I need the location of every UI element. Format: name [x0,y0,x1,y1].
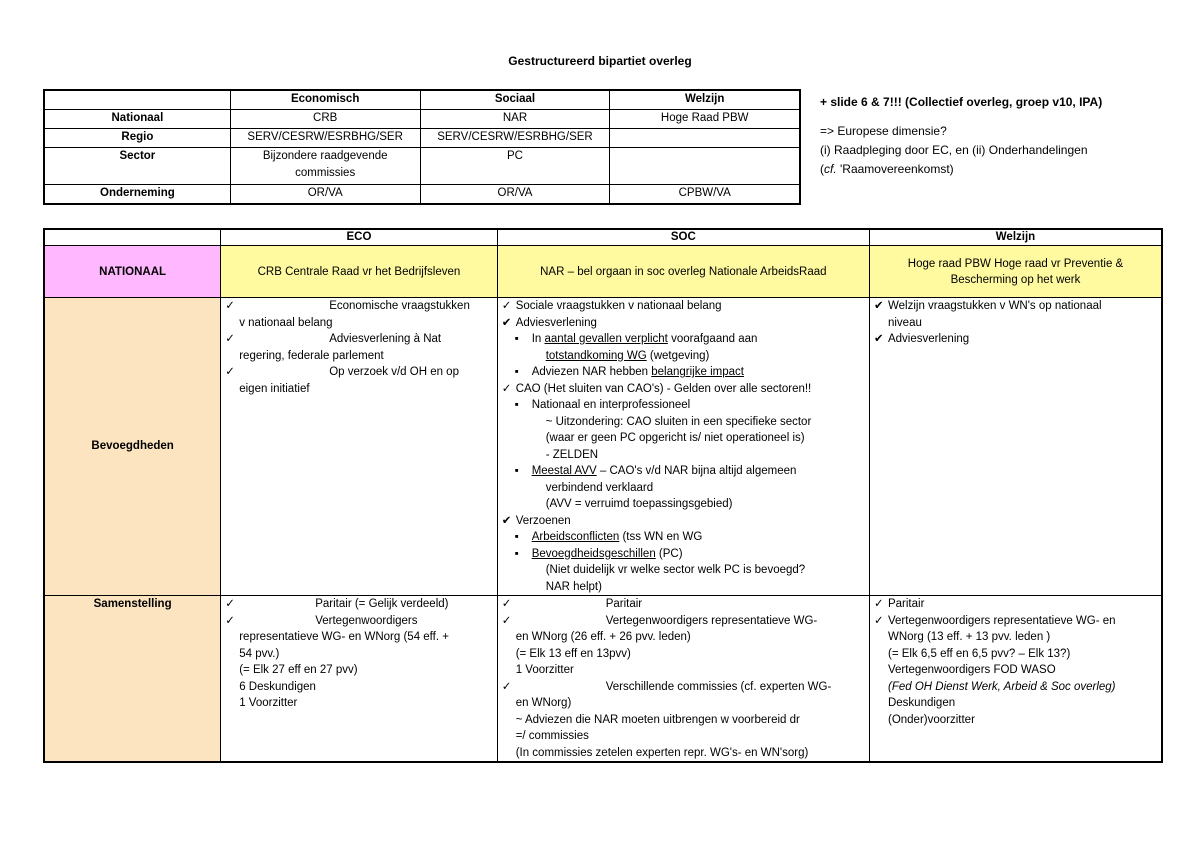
cell-line: ~ Adviezen die NAR moeten uitbrengen w voorbereid dr [515,713,800,726]
row-label: Regio [44,129,230,148]
row-label: Bevoegdheden [44,298,221,596]
table-row [44,129,800,148]
table-cell [869,596,1162,763]
note-line: (i) Raadpleging door EC, en (ii) Onderhandelingen [820,143,1088,157]
cell-line: en WNorg) [515,697,572,709]
cell-line: (waar er geen PC opgericht is/ niet operationeel is) [545,432,805,444]
cell-line: verbindend verklaard [545,481,654,494]
cell-text: Adviezen NAR hebben [531,366,652,378]
row-label: Samenstelling [44,596,221,763]
cell-line: Verzoenen [515,514,571,527]
checkmark-icon: ✓ [225,598,235,610]
checkmark-icon: ✓ [225,614,235,627]
bullet-icon: ▪ [514,333,519,345]
table-cell: PC [420,148,610,185]
cell-line: Adviesverlening à Nat [329,333,442,345]
cell-line: (Fed OH Dienst Werk, Arbeid & Soc overleg) [887,680,1116,693]
table-cell: SERV/CESRW/ESRBHG/SER [420,129,610,148]
detail-table [43,228,1163,763]
table-cell [221,246,497,298]
checkmark-icon: ✔ [873,333,884,345]
table-header-cell [44,229,221,246]
table-cell: OR/VA [230,185,420,205]
cell-line: niveau [887,316,922,329]
cell-line: Paritair [605,598,643,610]
bullet-icon: ▪ [514,399,519,411]
table-cell [497,596,869,763]
cell-text: aantal gevallen verplicht [544,333,668,345]
table-cell [221,596,497,763]
cell-line: Nationale ArbeidsRaad [708,265,827,278]
cell-text: Arbeidsconflicten [531,531,620,543]
cell-line: Paritair [887,598,925,610]
cell-text: Bevoegdheidsgeschillen [531,547,656,560]
samenstelling-row [44,596,1162,763]
cell-line: - ZELDEN [545,448,599,461]
cell-line: Vertegenwoordigers [315,614,418,627]
cell-text: (PC) [655,547,683,560]
checkmark-icon: ✓ [501,598,512,610]
checkmark-icon: ✓ [225,300,235,312]
checkmark-icon: ✓ [501,300,512,312]
cell-line: =/ commissies [515,730,589,742]
table-cell [869,246,1162,298]
cell-line: (= Elk 27 eff en 27 pvv) [239,664,358,676]
row-label: NATIONAAL [44,246,221,298]
table-row [44,185,800,205]
checkmark-icon: ✓ [225,366,235,378]
cell-line: NAR helpt) [545,580,602,593]
table-header-row [44,90,800,110]
table-header-row [44,229,1162,246]
cell-line: 6 Deskundigen [239,680,316,693]
note-line: + slide 6 & 7!!! (Collectief overleg, groep v10, IPA) [820,95,1103,109]
table-cell [869,298,1162,596]
cell-line: Adviesverlening [887,333,970,345]
row-label: Onderneming [44,185,230,205]
table-header-cell: ECO [221,229,497,246]
note-line: (cf. 'Raamovereenkomst) [820,162,954,176]
checkmark-icon: ✓ [501,382,512,395]
table-row [44,148,800,185]
table-header-cell: Welzijn [869,229,1162,246]
cell-line: v nationaal belang [239,316,333,329]
table-cell: NAR [420,110,610,129]
page-title: Gestructureerd bipartiet overleg [508,54,692,68]
table-cell [221,298,497,596]
cell-line: Vertegenwoordigers representatieve WG- en [887,614,1116,627]
cell-line: Hoge raad PBW [907,257,991,270]
cell-line: (= Elk 6,5 eff en 6,5 pvv? – Elk 13?) [887,647,1071,660]
table-header-cell [44,90,230,110]
cell-line: WNorg (13 eff. + 13 pvv. leden ) [887,631,1051,643]
cell-line: representatieve WG- en WNorg (54 eff. + [239,631,449,643]
table-cell: CRB [230,110,420,129]
cell-line: Centrale Raad vr het Bedrijfsleven [285,265,461,278]
cell-line: Economische vraagstukken [329,300,470,312]
nationaal-row [44,246,1162,298]
cell-text: (wetgeving) [646,349,710,362]
checkmark-icon: ✔ [501,514,512,527]
table-cell: OR/VA [420,185,610,205]
checkmark-icon: ✓ [501,680,512,693]
checkmark-icon: ✔ [501,316,512,329]
cell-line: Hoge raad vr Preventie & Bescherming op het werk [950,257,1124,286]
cell-text: Meestal AVV [531,465,597,477]
side-notes [820,93,1180,179]
table-cell: CPBW/VA [610,185,800,205]
cell-line: (Onder)voorzitter [887,713,975,726]
cell-line: Adviesverlening [515,316,597,329]
note-cf: cf. [824,162,837,176]
bullet-icon: ▪ [514,547,519,560]
cell-text: (tss WN en WG [619,531,703,543]
table-header-cell: Welzijn [610,90,800,110]
cell-line: Nationaal en interprofessioneel [531,399,691,411]
note-line: => Europese dimensie? [820,124,947,138]
cell-line: regering, federale parlement [239,349,384,362]
checkmark-icon: ✓ [225,333,235,345]
cell-text: belangrijke impact [651,366,744,378]
cell-line: 54 pvv.) [239,647,280,660]
cell-line: 1 Voorzitter [515,664,574,676]
cell-line: Deskundigen [887,697,956,709]
bullet-icon: ▪ [514,366,519,378]
table-cell [497,246,869,298]
cell-line: en WNorg (26 eff. + 26 pvv. leden) [515,631,691,643]
cell-line: CAO (Het sluiten van CAO's) - Gelden over alle sectoren!! [515,382,812,395]
table-cell [497,298,869,596]
cell-line: CRB [257,265,282,278]
cell-line: (= Elk 13 eff en 13pvv) [515,647,631,660]
cell-line: (Niet duidelijk vr welke sector welk PC is bevoegd? [545,564,806,576]
table-cell: Hoge Raad PBW [610,110,800,129]
cell-text: voorafgaand aan [667,333,758,345]
cell-line: (AVV = verruimd toepassingsgebied) [545,498,733,510]
cell-line: Vertegenwoordigers representatieve WG- [605,614,818,627]
row-label: Nationaal [44,110,230,129]
checkmark-icon: ✓ [873,598,884,610]
table-cell: Bijzondere raadgevende commissies [230,148,420,185]
cell-text: totstandkoming WG [545,349,647,362]
bullet-icon: ▪ [514,465,519,477]
cell-line: Welzijn vraagstukken v WN's op nationaal [887,300,1102,312]
cell-line: Op verzoek v/d OH en op [329,366,459,378]
cell-line: (In commissies zetelen experten repr. WG's- en WN'sorg) [515,746,809,759]
cell-line: Paritair (= Gelijk verdeeld) [315,598,449,610]
spacer [820,112,1180,122]
cell-text: – CAO's v/d NAR bijna altijd algemeen [596,465,797,477]
table-cell [610,129,800,148]
bullet-icon: ▪ [514,531,519,543]
table-header-cell: Economisch [230,90,420,110]
cell-line: Vertegenwoordigers FOD WASO [887,664,1056,676]
table-cell [610,148,800,185]
table-row [44,110,800,129]
cell-line: ~ Uitzondering: CAO sluiten in een specifieke sector [545,415,812,428]
row-label: Sector [44,148,230,185]
note-text: 'Raamovereenkomst) [836,162,954,176]
table-header-cell: SOC [497,229,869,246]
cell-line: Verschillende commissies (cf. experten WG- [605,680,832,693]
overview-table [43,89,801,205]
table-header-cell: Sociaal [420,90,610,110]
cell-line: Sociale vraagstukken v nationaal belang [515,300,722,312]
checkmark-icon: ✓ [501,614,512,627]
bevoegdheden-row [44,298,1162,596]
cell-text: In [531,333,545,345]
cell-line: eigen initiatief [239,382,310,395]
cell-line: NAR – bel orgaan in soc overleg [540,265,706,278]
checkmark-icon: ✔ [873,300,884,312]
checkmark-icon: ✓ [873,614,884,627]
table-cell: SERV/CESRW/ESRBHG/SER [230,129,420,148]
cell-line: 1 Voorzitter [239,697,298,709]
